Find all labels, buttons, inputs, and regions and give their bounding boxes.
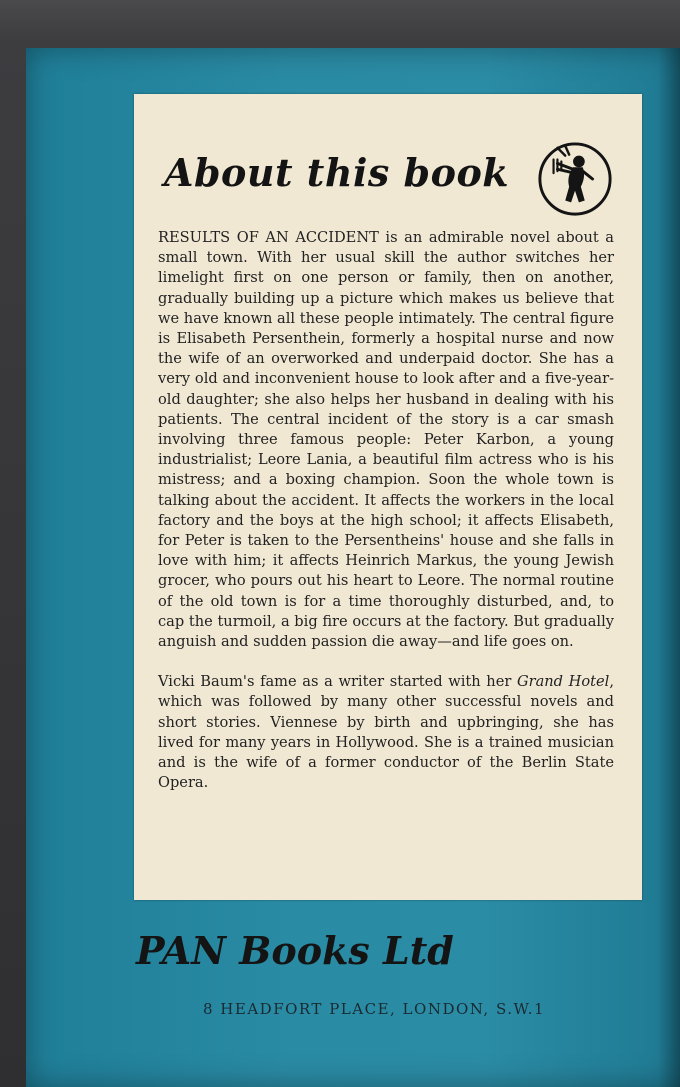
book-description (158, 228, 614, 793)
pan-piper-logo-icon (536, 140, 614, 218)
publisher-address: 8 HEADFORT PLACE, LONDON, S.W.1 (203, 1000, 546, 1018)
author-bio-before: Vicki Baum's fame as a writer started with her (158, 673, 517, 691)
author-bio-after: , which was followed by many other successful novels and short stories. Viennese by birth and upbringing, she has lived for many years in Hollywood. She is a trained musician and is the wife of a former conductor of the Berlin State Opera. (158, 673, 614, 792)
about-heading: About this book (164, 150, 510, 195)
spine-shadow (658, 48, 680, 1087)
publisher-name: PAN Books Ltd (136, 928, 454, 973)
author-bio-book-title: Grand Hotel (516, 673, 610, 691)
synopsis-paragraph: RESULTS OF AN ACCIDENT is an admirable novel about a small town. With her usual skill the author switches her limelight first on one person or family, then on another, gradually building up a picture which makes us believe that we have known all these people intimately. The central figure is Elisabeth Persenthein, formerly a hospital nurse and now the wife of an overworked and underpaid doctor. She has a very old and inconvenient house to look after and a five-year-old daughter; she also helps her husband in dealing with his patients. The central incident of the story is a car smash involving three famous people: Peter Karbon, a young industrialist; Leore Lania, a beautiful film actress who is his mistress; and a boxing champion. Soon the whole town is talking about the accident. It affects the workers in the local factory and the boys at the high school; it affects Elisabeth, for Peter is taken to the Persentheins' house and she falls in love with him; it affects Heinrich Markus, the young Jewish grocer, who pours out his heart to Leore. The normal routine of the old town is for a time thoroughly disturbed, and, to cap the turmoil, a big fire occurs at the factory. But gradually anguish and sudden passion die away—and life goes on. (158, 229, 614, 651)
about-panel (134, 94, 642, 900)
author-bio-paragraph (158, 672, 614, 793)
